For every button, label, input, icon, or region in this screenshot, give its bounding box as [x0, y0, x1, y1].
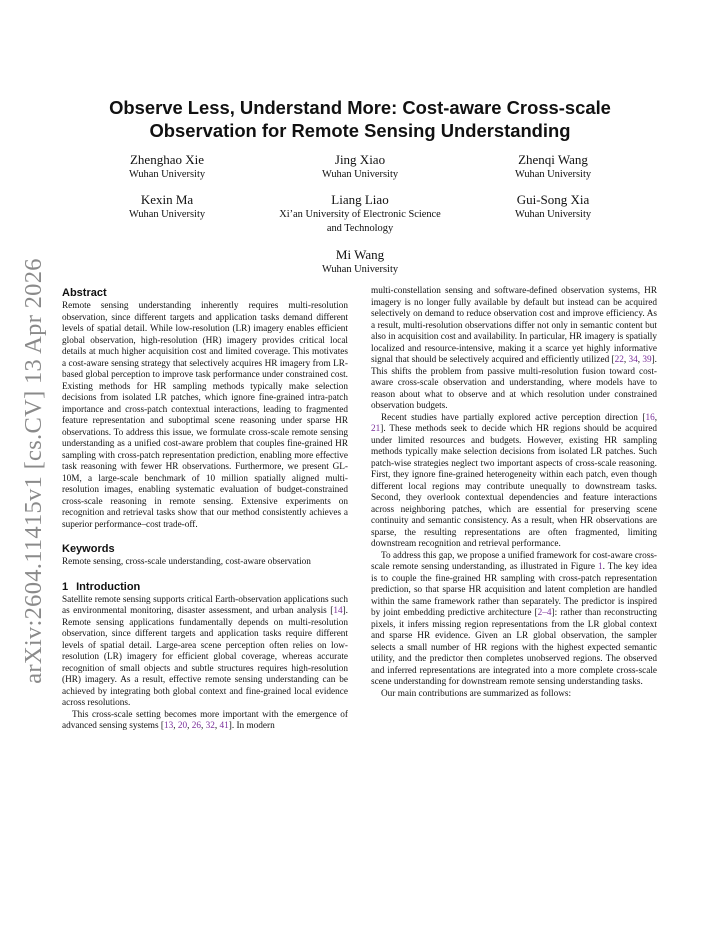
author-affiliation: Wuhan University: [321, 169, 399, 180]
title-line-2: Observation for Remote Sensing Understanding: [149, 120, 571, 141]
citation-link[interactable]: 34: [628, 355, 638, 365]
paper-title: [60, 96, 660, 142]
author-affiliation: Xi’an University of Electronic Science: [279, 209, 441, 220]
author-name: Zhenqi Wang: [518, 152, 588, 167]
text-run: Satellite remote sensing supports critical Earth-observation applications such as environmental monitoring, disaster assessment, and urban analysis [: [62, 594, 348, 616]
citation-link[interactable]: 13: [164, 721, 174, 731]
author-name: Jing Xiao: [334, 152, 386, 167]
author-2: [260, 152, 460, 182]
author-7: [285, 247, 435, 277]
author-5: [250, 192, 470, 235]
right-column: [371, 286, 657, 700]
right-paragraph-3: [371, 551, 657, 689]
section-number: 1: [62, 580, 69, 593]
keywords-text: Remote sensing, cross-scale understanding, cost-aware observation: [62, 557, 311, 567]
citation-link[interactable]: 4: [546, 608, 552, 618]
text-run: . The key idea is to couple the fine-grained HR sampling with cross-patch representation prediction, so that sparse HR acquisition and latent completion are handled within the same framework rather than separately. The predictor is inspired by joint embedding predictive architecture [: [371, 562, 657, 618]
author-3: [478, 152, 628, 182]
citation-link[interactable]: 21: [371, 424, 381, 434]
author-4: [92, 192, 242, 222]
author-1: [92, 152, 242, 182]
arxiv-sidebar: [14, 258, 54, 684]
text-run: Recent studies have partially explored active perception direction [: [381, 412, 646, 423]
abstract-text: Remote sensing understanding inherently requires multi-resolution observation, since different targets and application tasks demand different levels of spatial detail. While low-resolution (LR) imagery enables efficient global observation, high-resolution (HR) imagery provides critical local details at much higher acquisition cost and limited coverage. This motivates a cost-aware sensing strategy that selectively acquires HR imagery from LR-based global perception to improve task performance under constrained cost. Existing methods for HR sampling methods typically make selection decisions from isolated LR patches, which ignore fine-grained intra-patch importance and cross-patch contextual interactions, leading to fragmented feature representation and suboptimal scene reasoning under sparse HR observations. To address this issue, we formulate cross-scale remote sensing understanding as a unified cost-aware problem that couples fine-grained HR sampling with cross-patch representation prediction, enabling more effective task reasoning with fewer HR observations. Furthermore, we present GL-10M, a large-scale benchmark of 10 million spatially aligned multi-resolution images, enabling systematic evaluation of budget-constrained cross-scale reasoning in remote sensing. Extensive experiments on recognition and retrieval tasks show that our method consistently achieves a superior performance–cost trade-off.: [62, 301, 348, 530]
right-paragraph-2: Recent studies have partially explored active perception direction [16, 21]. These methods seek to decide which HR regions should be acquired under limited resources and budgets. However, existing HR sampling methods typically make selection decisions from isolated LR patches. Such patch-wise strategies neglect two important aspects of cross-scale reasoning. First, they ignore fine-grained heterogeneity within each patch, even though different local regions may contribute unequally to downstream tasks. Second, they overlook contextual dependencies and feature interactions across neighboring patches, which are essential for preserving scene continuity and semantic consistency. As a result, when HR observations are sparse, the resulting representations are often fragmented, limiting downstream recognition and retrieval performance.: [371, 412, 657, 549]
figure-link[interactable]: 1: [597, 562, 603, 572]
citation-link[interactable]: 20: [177, 721, 188, 731]
citation-link[interactable]: 41: [219, 721, 229, 731]
text-run: multi-constellation sensing and software-defined observation systems, HR imagery is no longer fully available by default but instead can be acquired selectively on demand to reduce observation cost and improve efficiency. As a result, multi-resolution observations differ not only in semantic content but also in acquisition cost and availability. In particular, HR imagery is spatially localized and resource-intensive, making it a scarce yet highly informative signal that should be selectively acquired and efficiently utilized [: [371, 286, 657, 365]
left-column: [62, 286, 348, 733]
arxiv-identifier: arXiv:2604.11415v1 [cs.CV] 13 Apr 2026: [20, 258, 47, 684]
author-affiliation: Wuhan University: [514, 209, 592, 220]
author-affiliation: Wuhan University: [128, 209, 206, 220]
author-affiliation: Wuhan University: [514, 169, 592, 180]
citation-dash: –: [542, 608, 547, 618]
citation-link[interactable]: 26: [191, 721, 201, 731]
author-name: Kexin Ma: [140, 192, 194, 207]
citation-link[interactable]: 2: [537, 608, 543, 618]
intro-paragraph-2: This cross-scale setting becomes more important with the emergence of advanced sensing systems [13, 20, 26, 32, 41]. In modern: [62, 709, 348, 731]
author-affiliation: Wuhan University: [128, 169, 206, 180]
text-run: ]. This shifts the problem from passive multi-resolution fusion toward cost-aware cross-scale observation and understanding, where models have to reason about what to observe and at which resolution under constrained observation budgets.: [371, 355, 657, 411]
title-line-1: Observe Less, Understand More: Cost-aware Cross-scale: [109, 97, 611, 118]
author-name: Liang Liao: [331, 192, 389, 207]
text-run: ]. Remote sensing applications fundamentally depends on multi-resolution observation, since different targets and application tasks require different levels of spatial detail. Large-area scene perception often relies on low-resolution (LR) imagery for efficient global coverage, whereas accurate recognition of small objects and subtle structures requires high-resolution (HR) imagery. As a result, effective remote sensing understanding can be achieved by integrating both global context and fine-grained local evidence across resolutions.: [62, 606, 348, 708]
section-title: Introduction: [76, 580, 141, 593]
citation-link[interactable]: 32: [205, 721, 215, 731]
right-paragraph-4: Our main contributions are summarized as follows:: [381, 688, 572, 699]
citation-link[interactable]: 14: [333, 606, 343, 616]
right-paragraph-1: multi-constellation sensing and software-defined observation systems, HR imagery is no longer fully available by default but instead can be acquired selectively on demand to reduce observation cost and improve efficiency. As a result, multi-resolution observations differ not only in semantic content but also in acquisition cost and availability. In particular, HR imagery is spatially localized and resource-intensive, making it a scarce yet highly informative signal that should be selectively acquired and efficiently utilized [22, 34, 39]. This shifts the problem from passive multi-resolution fusion toward cost-aware cross-scale observation and understanding, where models have to reason about what to observe and at which resolution under constrained observation budgets.: [371, 286, 657, 411]
author-6: [478, 192, 628, 222]
keywords-heading: Keywords: [62, 543, 115, 555]
text-run: ]: rather than reconstructing pixels, it infers missing region representations from the LR global context and sparse HR evidence. Given an LR global observation, the sampler selects a small number of HR regions with the highest expected semantic utility, and the predictor then completes unobserved regions. The observed and inferred representations are integrated into a more complete cross-scale scene understanding for downstream remote sensing understanding tasks.: [371, 608, 657, 687]
author-affiliation-line-2: and Technology: [326, 222, 394, 234]
author-name: Mi Wang: [335, 247, 385, 262]
text-run: ]. In modern: [228, 721, 275, 731]
text-run: This cross-scale setting becomes more important with the emergence of advanced sensing systems [: [62, 709, 348, 731]
author-name: Gui-Song Xia: [516, 192, 590, 207]
text-run: ]. These methods seek to decide which HR regions should be acquired under limited resources and budgets. However, existing HR sampling methods typically make selection decisions from isolated LR patches. Such patch-wise strategies neglect two important aspects of cross-scale reasoning. First, they ignore fine-grained heterogeneity within each patch, even though different local regions may contribute unequally to downstream tasks. Second, they overlook contextual dependencies and feature interactions across neighboring patches, which are essential for preserving scene continuity and semantic consistency. As a result, when HR observations are sparse, the resulting representations are often fragmented, limiting downstream recognition and retrieval performance.: [371, 424, 657, 549]
author-affiliation: Wuhan University: [321, 264, 399, 275]
author-name: Zhenghao Xie: [129, 152, 204, 167]
text-run: To address this gap, we propose a unified framework for cost-aware cross-scale remote sensing understanding, as illustrated in Figure: [371, 550, 657, 572]
abstract-heading: Abstract: [62, 287, 107, 299]
intro-paragraph-1: [62, 595, 348, 710]
citation-link[interactable]: 39: [642, 355, 652, 365]
citation-link[interactable]: 22: [614, 355, 624, 365]
citation-link[interactable]: 16: [645, 412, 655, 423]
introduction-heading: [62, 580, 348, 594]
